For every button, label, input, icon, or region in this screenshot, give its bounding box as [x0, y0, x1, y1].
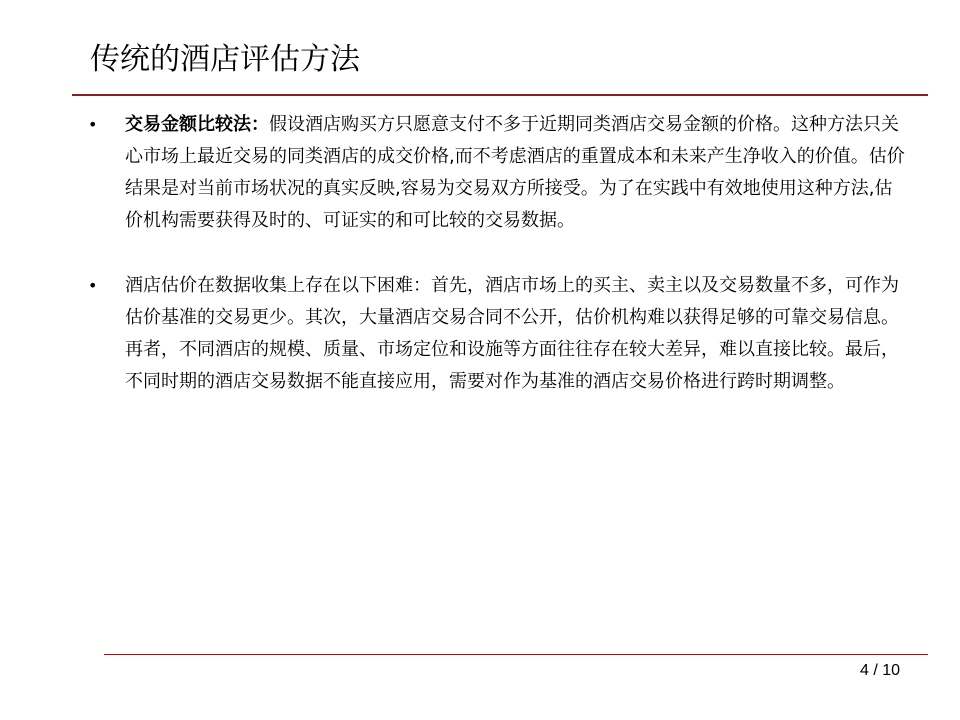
slide-title: 传统的酒店评估方法: [90, 42, 360, 77]
bullet-text: 酒店估价在数据收集上存在以下困难：首先，酒店市场上的买主、卖主以及交易数量不多，可作为估价基准的交易更少。其次，大量酒店交易合同不公开，估价机构难以获得足够的可靠交易信息。再者，不同酒店的规模、质量、市场定位和设施等方面往往存在较大差异，难以直接比较。最后，不同时期的酒店交易数据不能直接应用，需要对作为基准的酒店交易价格进行跨时期调整。: [125, 275, 899, 392]
bullet-term: 交易金额比较法：: [125, 114, 269, 135]
bullet-marker: •: [88, 276, 98, 295]
bullet-item-data-difficulties: [88, 270, 905, 398]
footer-divider: [104, 654, 928, 655]
bullet-item-comparison-method: [88, 109, 905, 237]
bullet-text: 假设酒店购买方只愿意支付不多于近期同类酒店交易金额的价格。这种方法只关心市场上最近交易的同类酒店的成交价格,而不考虑酒店的重置成本和未来产生净收入的价值。估价结果是对当前市场状况的真实反映,容易为交易双方所接受。为了在实践中有效地使用这种方法,估价机构需要获得及时的、可证实的和可比较的交易数据。: [125, 114, 905, 231]
page-number: 4 / 10: [859, 662, 900, 679]
bullet-marker: •: [88, 115, 98, 134]
bullet-list: [88, 109, 918, 398]
title-divider: [72, 94, 928, 96]
